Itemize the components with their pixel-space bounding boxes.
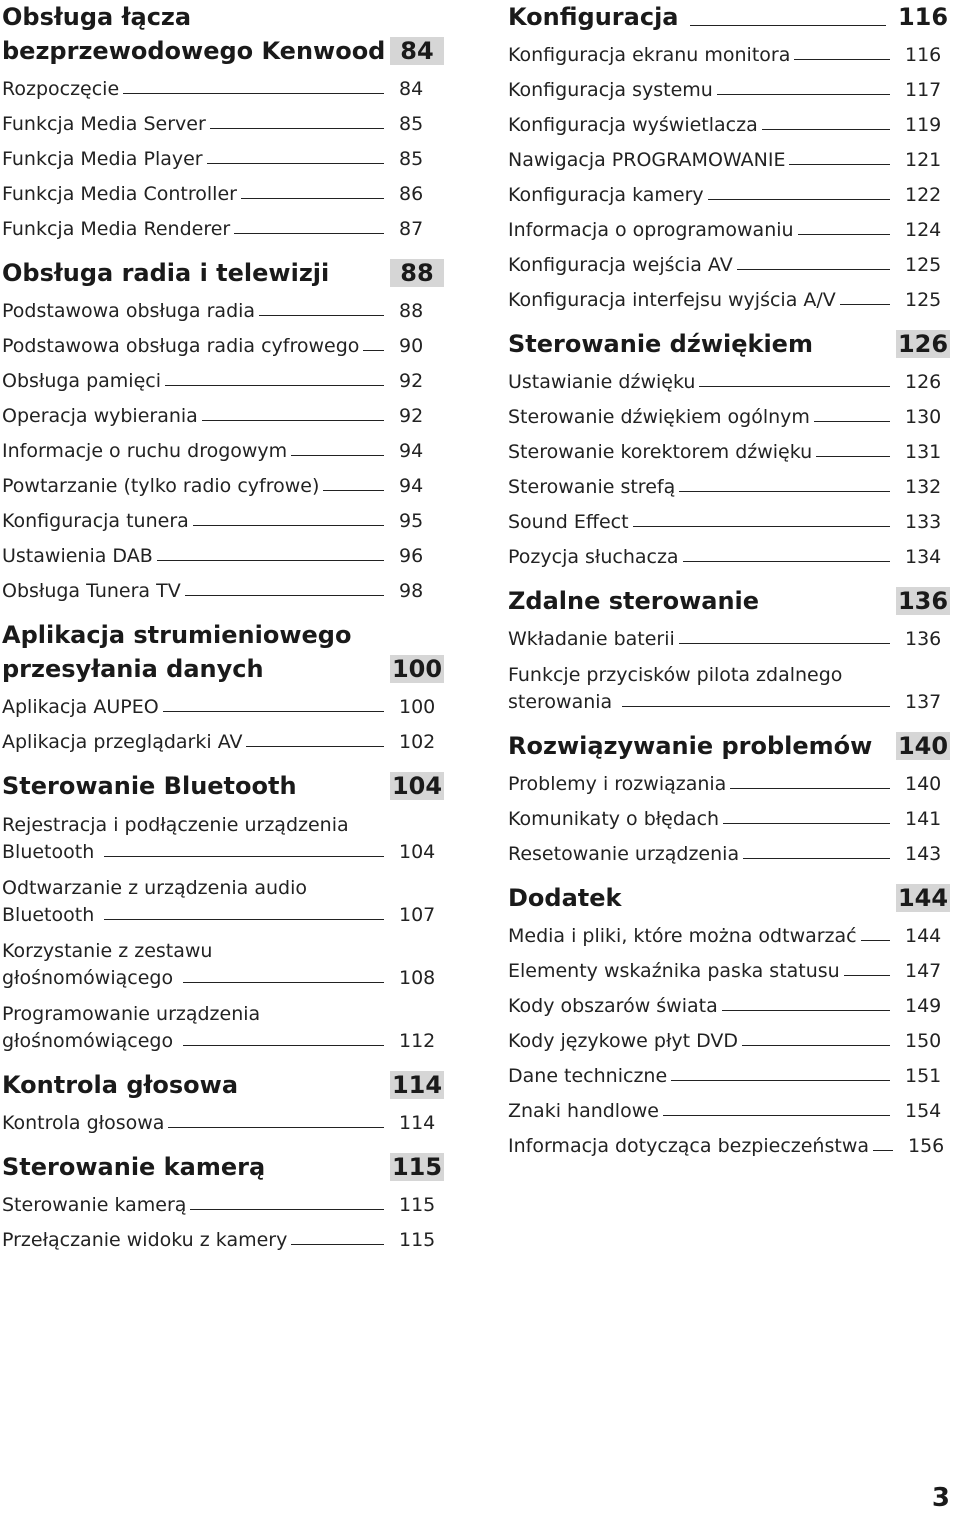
section-title: Konfiguracja <box>508 3 679 31</box>
entry-title-line <box>2 902 394 929</box>
entry-page-number: 107 <box>399 904 436 926</box>
entry-title: Problemy i rozwiązania <box>508 773 727 795</box>
leader-line <box>291 455 384 456</box>
toc-entry[interactable] <box>2 208 444 243</box>
entry-page-number: 134 <box>905 546 942 568</box>
toc-entry[interactable] <box>2 360 444 395</box>
toc-section <box>508 584 950 716</box>
entry-title: Konfiguracja kamery <box>508 184 704 206</box>
entry-page-number: 90 <box>399 335 424 357</box>
toc-section <box>508 327 950 571</box>
leader-line <box>683 561 890 562</box>
section-title: przesyłania danych <box>2 655 264 683</box>
entry-page-number: 94 <box>399 440 424 462</box>
section-heading[interactable] <box>2 769 444 803</box>
section-page-number: 126 <box>897 330 949 358</box>
toc-entry[interactable] <box>2 173 444 208</box>
entry-title: Sterowanie dźwiękiem ogólnym <box>508 406 810 428</box>
section-page-number: 136 <box>897 587 949 615</box>
entry-page-number: 125 <box>905 289 942 311</box>
toc-entry[interactable] <box>508 279 950 314</box>
toc-entry[interactable] <box>508 174 950 209</box>
leader-line <box>193 525 384 526</box>
toc-entry[interactable] <box>508 1020 950 1055</box>
leader-line <box>157 560 384 561</box>
entry-title: Informacje o ruchu drogowym <box>2 440 288 462</box>
toc-entry[interactable] <box>2 1184 444 1219</box>
section-heading[interactable] <box>508 0 950 34</box>
toc-section <box>2 769 444 1055</box>
entry-page-number: 119 <box>905 114 942 136</box>
leader-line <box>291 1244 384 1245</box>
section-heading[interactable] <box>508 881 950 915</box>
entry-title: Ustawianie dźwięku <box>508 371 696 393</box>
leader-line <box>207 163 384 164</box>
entry-title-line <box>2 965 394 992</box>
entry-title-line-text: głośnomówiącego <box>2 1030 174 1052</box>
toc-entry[interactable] <box>2 570 444 605</box>
toc-entry[interactable] <box>508 139 950 174</box>
entry-title-line <box>2 839 394 866</box>
leader-line <box>789 164 890 165</box>
toc-entry[interactable] <box>508 34 950 69</box>
entry-page-number: 131 <box>905 441 942 463</box>
entry-page-number: 156 <box>908 1135 945 1157</box>
toc-entry[interactable] <box>508 466 950 501</box>
section-gap <box>2 605 444 618</box>
leader-line <box>730 788 890 789</box>
leader-line <box>798 234 890 235</box>
section-gap <box>508 868 950 881</box>
leader-line <box>840 304 890 305</box>
section-gap <box>2 1137 444 1150</box>
entry-page-number: 149 <box>905 995 942 1017</box>
toc-entry[interactable] <box>2 992 444 1055</box>
entry-title: Sound Effect <box>508 511 629 533</box>
toc-section <box>508 0 950 314</box>
toc-section <box>508 881 950 1160</box>
toc-entry[interactable] <box>2 535 444 570</box>
toc-entry[interactable] <box>508 536 950 571</box>
section-title: bezprzewodowego Kenwood <box>2 37 386 65</box>
section-gap <box>508 314 950 327</box>
entry-page-number: 114 <box>399 1112 436 1134</box>
leader-line <box>743 858 890 859</box>
toc-section <box>2 1068 444 1137</box>
entry-page-number: 151 <box>905 1065 942 1087</box>
leader-line <box>210 128 384 129</box>
entry-text-block <box>2 812 394 866</box>
toc-entry[interactable] <box>2 1219 444 1254</box>
leader-line <box>202 420 384 421</box>
entry-page-number: 102 <box>399 731 436 753</box>
section-page-number: 104 <box>391 772 443 800</box>
leader-line <box>168 1127 384 1128</box>
section-page-number: 144 <box>897 884 949 912</box>
toc-section <box>2 0 444 243</box>
entry-page-number: 84 <box>399 78 424 100</box>
section-page-number: 116 <box>897 3 949 31</box>
toc-entry[interactable] <box>508 361 950 396</box>
leader-line <box>816 456 890 457</box>
leader-line <box>165 385 384 386</box>
entry-title: Podstawowa obsługa radia <box>2 300 256 322</box>
entry-title-line <box>2 1028 394 1055</box>
leader-line <box>873 1150 893 1151</box>
entry-title-line <box>508 689 900 716</box>
toc-entry[interactable] <box>508 1090 950 1125</box>
entry-page-number: 136 <box>905 628 942 650</box>
toc-entry[interactable] <box>2 929 444 992</box>
entry-title: Znaki handlowe <box>508 1100 659 1122</box>
entry-title: Elementy wskaźnika paska statusu <box>508 960 840 982</box>
entry-text-block <box>508 662 900 716</box>
entry-title: Ustawienia DAB <box>2 545 153 567</box>
entry-page-number: 86 <box>399 183 424 205</box>
entry-title-line-text: głośnomówiącego <box>2 967 174 989</box>
section-title: Obsługa radia i telewizji <box>2 259 330 287</box>
leader-line <box>663 1115 890 1116</box>
leader-line <box>690 25 886 26</box>
leader-line <box>671 1080 890 1081</box>
section-gap <box>508 716 950 729</box>
toc-entry[interactable] <box>508 763 950 798</box>
entry-title: Sterowanie strefą <box>508 476 676 498</box>
entry-title: Przełączanie widoku z kamery <box>2 1229 288 1251</box>
leader-line <box>814 421 890 422</box>
entry-title-line-text: Bluetooth <box>2 841 95 863</box>
entry-title: Funkcja Media Server <box>2 113 206 135</box>
leader-line <box>246 746 384 747</box>
section-page-number: 84 <box>390 37 444 65</box>
entry-title-line: Odtwarzanie z urządzenia audio <box>2 877 307 899</box>
entry-title: Rozpoczęcie <box>2 78 120 100</box>
section-heading[interactable] <box>508 729 950 763</box>
toc-entry[interactable] <box>508 1055 950 1090</box>
entry-page-number: 125 <box>905 254 942 276</box>
section-title: Sterowanie dźwiękiem <box>508 330 813 358</box>
entry-title-line: Korzystanie z zestawu <box>2 940 213 962</box>
leader-line <box>722 1010 890 1011</box>
toc-entry[interactable] <box>508 69 950 104</box>
entry-text-block <box>2 1001 394 1055</box>
toc-entry[interactable] <box>2 465 444 500</box>
toc-entry[interactable] <box>2 866 444 929</box>
leader-line <box>622 706 890 707</box>
toc-entry[interactable] <box>508 1125 950 1160</box>
entry-page-number: 88 <box>399 300 424 322</box>
section-page-number: 88 <box>390 259 444 287</box>
entry-title: Pozycja słuchacza <box>508 546 679 568</box>
entry-title: Nawigacja PROGRAMOWANIE <box>508 149 786 171</box>
entry-title: Konfiguracja interfejsu wyjścia A/V <box>508 289 836 311</box>
leader-line <box>742 1045 890 1046</box>
entry-page-number: 96 <box>399 545 424 567</box>
section-page-number: 115 <box>391 1153 443 1181</box>
entry-title: Sterowanie korektorem dźwięku <box>508 441 813 463</box>
leader-line <box>633 526 890 527</box>
section-title: Obsługa łącza <box>2 3 192 31</box>
entry-title: Funkcja Media Player <box>2 148 203 170</box>
entry-page-number: 94 <box>399 475 424 497</box>
section-heading[interactable] <box>2 652 444 686</box>
section-title: Kontrola głosowa <box>2 1071 239 1099</box>
leader-line <box>241 198 384 199</box>
entry-title-line-text: Bluetooth <box>2 904 95 926</box>
toc-entry[interactable] <box>2 500 444 535</box>
entry-title: Funkcja Media Renderer <box>2 218 231 240</box>
toc-left-column <box>2 0 444 1254</box>
entry-title: Kody językowe płyt DVD <box>508 1030 739 1052</box>
entry-page-number: 141 <box>905 808 942 830</box>
entry-page-number: 137 <box>905 691 942 713</box>
entry-title: Obsługa pamięci <box>2 370 162 392</box>
entry-page-number: 143 <box>905 843 942 865</box>
entry-title: Wkładanie baterii <box>508 628 675 650</box>
section-page-number: 114 <box>391 1071 443 1099</box>
entry-title: Kody obszarów świata <box>508 995 718 1017</box>
toc-entry[interactable] <box>2 1102 444 1137</box>
toc-entry[interactable] <box>508 104 950 139</box>
entry-title: Obsługa Tunera TV <box>2 580 181 602</box>
leader-line <box>234 233 384 234</box>
leader-line <box>737 269 890 270</box>
entry-page-number: 133 <box>905 511 942 533</box>
toc-entry[interactable] <box>508 396 950 431</box>
toc-entry[interactable] <box>2 68 444 103</box>
entry-title: Funkcja Media Controller <box>2 183 237 205</box>
section-gap <box>2 1055 444 1068</box>
entry-page-number: 150 <box>905 1030 942 1052</box>
leader-line <box>104 919 384 920</box>
section-heading[interactable] <box>2 256 444 290</box>
entry-title: Resetowanie urządzenia <box>508 843 740 865</box>
entry-title: Konfiguracja wejścia AV <box>508 254 733 276</box>
entry-title: Konfiguracja tunera <box>2 510 189 532</box>
leader-line <box>123 93 384 94</box>
entry-title-line: Funkcje przycisków pilota zdalnego <box>508 664 843 686</box>
section-title: Sterowanie kamerą <box>2 1153 266 1181</box>
leader-line <box>717 94 890 95</box>
leader-line <box>861 940 890 941</box>
section-title: Rozwiązywanie problemów <box>508 732 873 760</box>
section-title: Dodatek <box>508 884 622 912</box>
entry-title: Sterowanie kamerą <box>2 1194 187 1216</box>
section-heading[interactable] <box>2 1068 444 1102</box>
leader-line <box>762 129 890 130</box>
toc-entry[interactable] <box>2 686 444 721</box>
leader-line <box>183 982 384 983</box>
leader-line <box>323 490 384 491</box>
section-title: Aplikacja strumieniowego <box>2 621 352 649</box>
entry-page-number: 122 <box>905 184 942 206</box>
leader-line <box>723 823 890 824</box>
section-heading[interactable] <box>2 618 444 652</box>
entry-page-number: 115 <box>399 1194 436 1216</box>
toc-entry[interactable] <box>508 501 950 536</box>
entry-page-number: 140 <box>905 773 942 795</box>
entry-title: Informacja o oprogramowaniu <box>508 219 794 241</box>
entry-page-number: 154 <box>905 1100 942 1122</box>
leader-line <box>679 643 890 644</box>
section-heading[interactable] <box>508 327 950 361</box>
entry-page-number: 115 <box>399 1229 436 1251</box>
leader-line <box>844 975 890 976</box>
toc-section <box>2 618 444 756</box>
leader-line <box>794 59 890 60</box>
section-heading[interactable] <box>2 34 444 68</box>
entry-title: Informacja dotycząca bezpieczeństwa <box>508 1135 869 1157</box>
entry-title: Podstawowa obsługa radia cyfrowego <box>2 335 360 357</box>
toc-entry[interactable] <box>508 431 950 466</box>
leader-line <box>259 315 384 316</box>
entry-title-line: Rejestracja i podłączenie urządzenia <box>2 814 349 836</box>
toc-entry[interactable] <box>508 653 950 716</box>
section-page-number: 140 <box>897 732 949 760</box>
leader-line <box>679 491 890 492</box>
entry-page-number: 117 <box>905 79 942 101</box>
section-title: Sterowanie Bluetooth <box>2 772 297 800</box>
entry-title: Konfiguracja ekranu monitora <box>508 44 791 66</box>
entry-page-number: 100 <box>399 696 436 718</box>
leader-line <box>699 386 890 387</box>
entry-page-number: 126 <box>905 371 942 393</box>
toc-entry[interactable] <box>508 833 950 868</box>
entry-title-line-text: sterowania <box>508 691 613 713</box>
entry-title: Dane techniczne <box>508 1065 668 1087</box>
entry-title-line: Programowanie urządzenia <box>2 1003 261 1025</box>
section-gap <box>2 243 444 256</box>
toc-entry[interactable] <box>2 103 444 138</box>
toc-entry[interactable] <box>508 950 950 985</box>
entry-page-number: 130 <box>905 406 942 428</box>
entry-title: Aplikacja przeglądarki AV <box>2 731 243 753</box>
entry-page-number: 108 <box>399 967 436 989</box>
toc-entry[interactable] <box>2 138 444 173</box>
entry-page-number: 85 <box>399 148 424 170</box>
entry-page-number: 85 <box>399 113 424 135</box>
entry-page-number: 124 <box>905 219 942 241</box>
toc-right-column <box>508 0 950 1160</box>
toc-entry[interactable] <box>508 985 950 1020</box>
section-gap <box>508 571 950 584</box>
leader-line <box>185 595 384 596</box>
leader-line <box>183 1045 384 1046</box>
section-page-number: 100 <box>391 655 443 683</box>
entry-page-number: 144 <box>905 925 942 947</box>
toc-section <box>508 729 950 868</box>
leader-line <box>190 1209 384 1210</box>
entry-page-number: 104 <box>399 841 436 863</box>
leader-line <box>708 199 890 200</box>
toc-entry[interactable] <box>508 915 950 950</box>
entry-page-number: 112 <box>399 1030 436 1052</box>
toc-section <box>2 256 444 605</box>
toc-entry[interactable] <box>2 721 444 756</box>
entry-title: Kontrola głosowa <box>2 1112 165 1134</box>
toc-entry[interactable] <box>2 325 444 360</box>
toc-entry[interactable] <box>2 430 444 465</box>
entry-title: Media i pliki, które można odtwarzać <box>508 925 857 947</box>
toc-entry[interactable] <box>508 244 950 279</box>
section-heading[interactable] <box>2 0 444 34</box>
toc-entry[interactable] <box>508 209 950 244</box>
entry-page-number: 147 <box>905 960 942 982</box>
section-heading[interactable] <box>508 584 950 618</box>
entry-text-block <box>2 875 394 929</box>
page-number: 3 <box>931 1483 950 1513</box>
entry-title: Komunikaty o błędach <box>508 808 720 830</box>
toc-entry[interactable] <box>2 395 444 430</box>
entry-text-block <box>2 938 394 992</box>
toc-entry[interactable] <box>2 803 444 866</box>
entry-title: Operacja wybierania <box>2 405 198 427</box>
entry-title: Konfiguracja wyświetlacza <box>508 114 758 136</box>
toc-section <box>2 1150 444 1254</box>
section-heading[interactable] <box>2 1150 444 1184</box>
entry-title: Aplikacja AUPEO <box>2 696 159 718</box>
leader-line <box>163 711 384 712</box>
leader-line <box>104 856 384 857</box>
section-gap <box>2 756 444 769</box>
entry-page-number: 92 <box>399 370 424 392</box>
entry-title: Powtarzanie (tylko radio cyfrowe) <box>2 475 320 497</box>
entry-page-number: 116 <box>905 44 942 66</box>
toc-entry[interactable] <box>2 290 444 325</box>
entry-page-number: 132 <box>905 476 942 498</box>
toc-entry[interactable] <box>508 798 950 833</box>
leader-line <box>363 350 384 351</box>
entry-page-number: 98 <box>399 580 424 602</box>
section-title: Zdalne sterowanie <box>508 587 760 615</box>
toc-entry[interactable] <box>508 618 950 653</box>
entry-page-number: 92 <box>399 405 424 427</box>
entry-title: Konfiguracja systemu <box>508 79 713 101</box>
entry-page-number: 121 <box>905 149 942 171</box>
entry-page-number: 87 <box>399 218 424 240</box>
entry-page-number: 95 <box>399 510 424 532</box>
